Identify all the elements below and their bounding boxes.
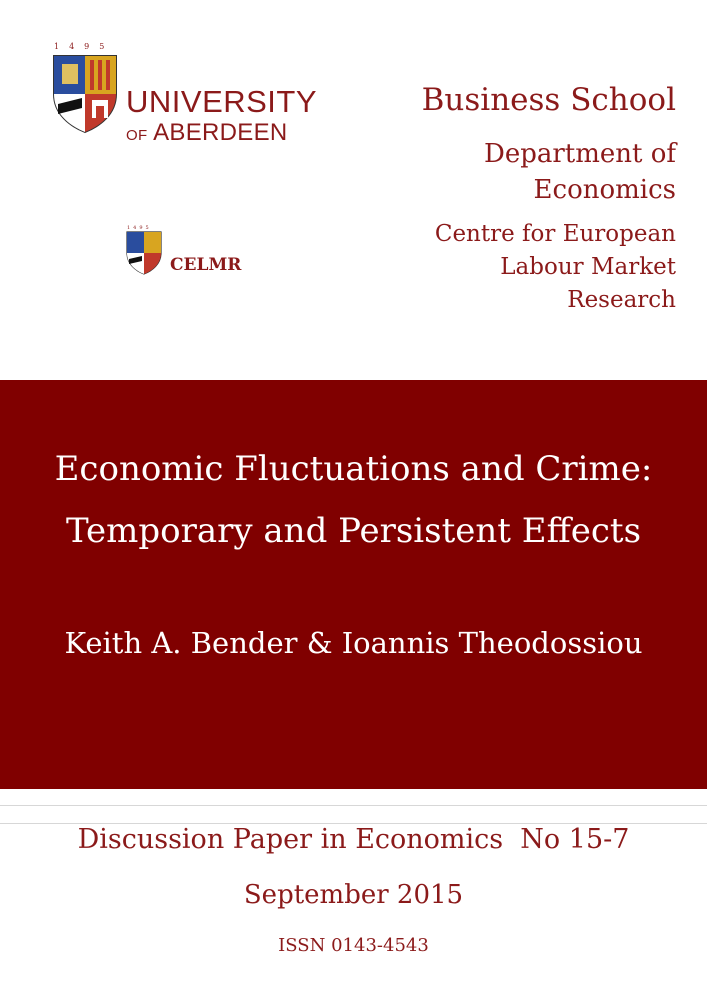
paper-title	[0, 438, 707, 562]
celmr-crest-icon	[126, 231, 162, 275]
university-of: OF	[126, 127, 148, 144]
paper-title-line2: Temporary and Persistent Effects	[65, 511, 642, 551]
logo-year: 1495	[54, 42, 115, 51]
university-wordmark	[126, 86, 317, 145]
celmr-logo	[126, 225, 256, 277]
discussion-paper-number: Discussion Paper in Economics No 15-7	[77, 824, 630, 855]
university-name-line2	[126, 121, 317, 145]
department-line2: Economics	[533, 175, 676, 205]
centre-line1: Centre for European	[434, 221, 676, 247]
university-crest-icon	[52, 54, 118, 134]
paper-authors: Keith A. Bender & Ioannis Theodossiou	[64, 626, 643, 660]
university-logo	[52, 42, 342, 152]
department-name	[422, 136, 676, 208]
publication-date: September 2015	[243, 880, 464, 910]
department-line1: Department of	[483, 139, 676, 169]
paper-title-line1: Economic Fluctuations and Crime:	[54, 449, 653, 489]
centre-line3: Research	[567, 287, 676, 313]
centre-name	[422, 218, 676, 317]
school-name: Business School	[421, 82, 676, 118]
celmr-logo-year: 1495	[127, 225, 152, 231]
university-city: ABERDEEN	[153, 119, 288, 146]
celmr-label: CELMR	[170, 255, 242, 275]
centre-line2: Labour Market	[500, 254, 676, 280]
divider-top	[0, 805, 707, 806]
issn: ISSN 0143-4543	[278, 935, 429, 956]
university-name-line1: UNIVERSITY	[126, 84, 318, 119]
header-affiliations	[422, 78, 676, 317]
title-band	[0, 380, 707, 789]
